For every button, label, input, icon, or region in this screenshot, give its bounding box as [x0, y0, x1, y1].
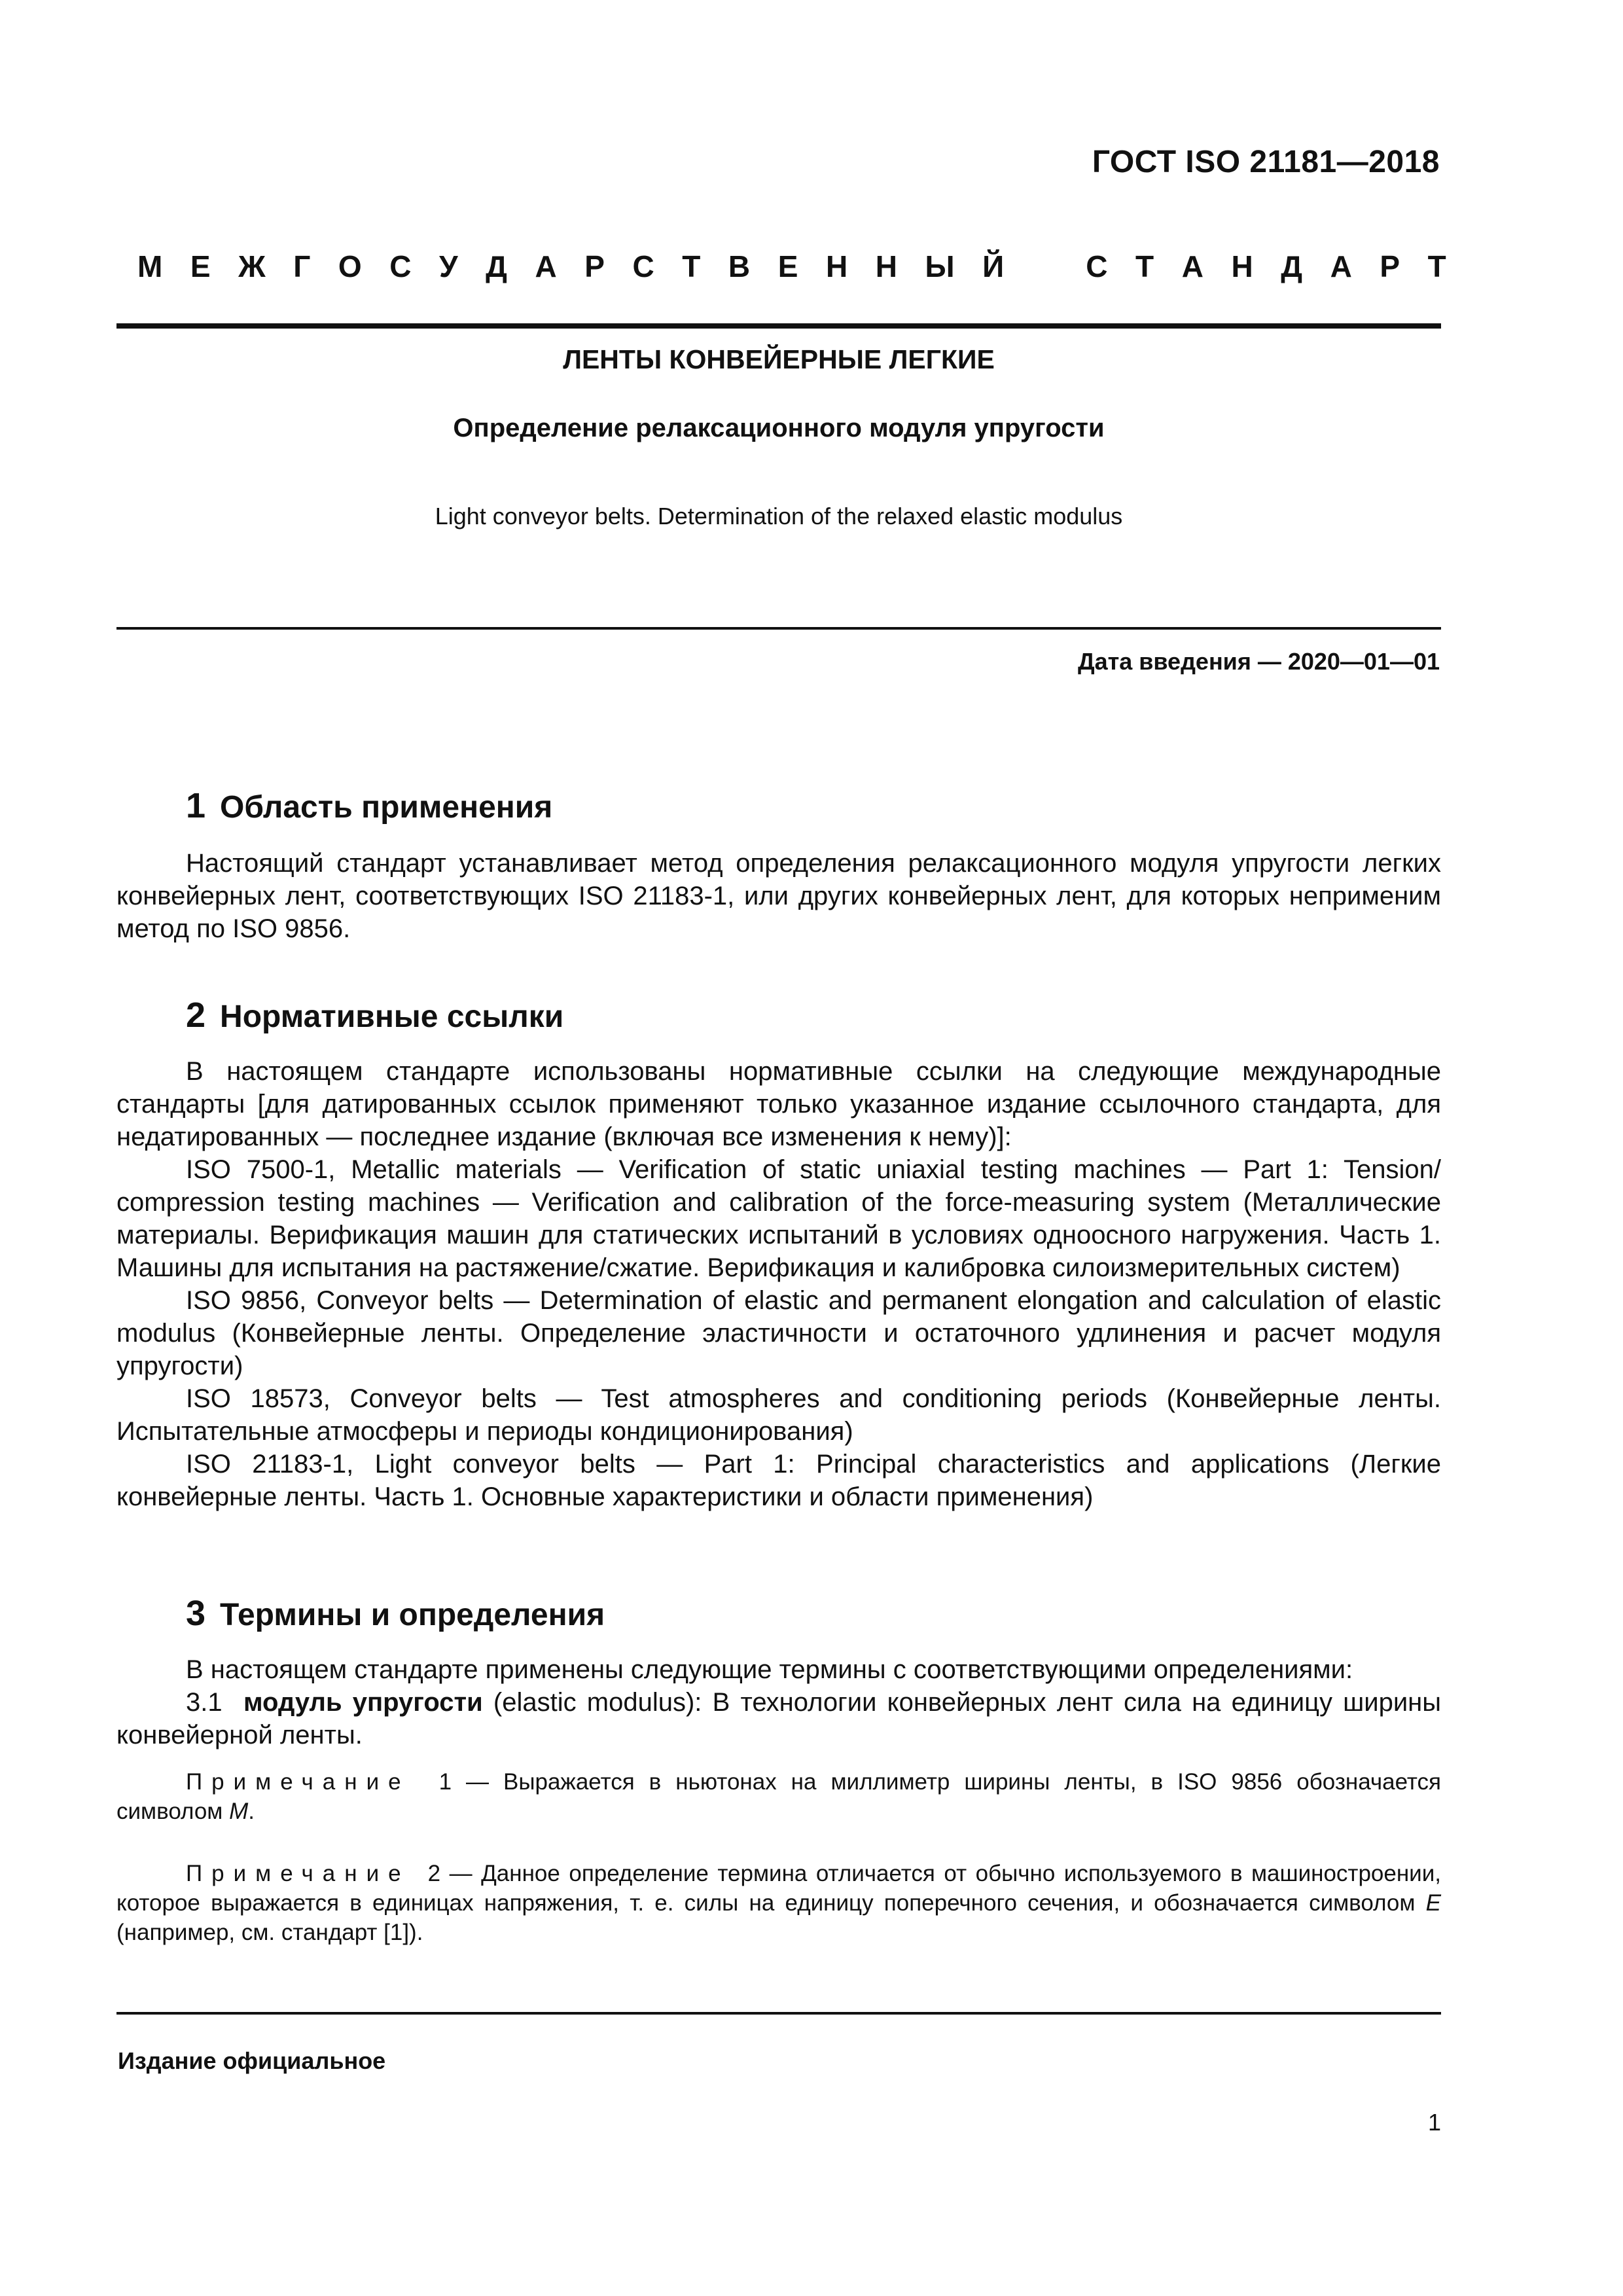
section-number: 2 [186, 996, 206, 1035]
note-symbol: E [1425, 1890, 1441, 1916]
reference-iso-18573: ISO 18573, Conveyor belts — Test atmospheres and conditioning periods (Конвейерные ленты. Испытательные атмосферы и периоды кондиционирования) [116, 1384, 1441, 1446]
paragraph: В настоящем стандарте использованы нормативные ссылки на следующие международные стандарты [для датированных ссылок применяют только указанное издание ссылочного стандарта, для недатированных — последнее издание (включая все изменения к нему)]: [116, 1057, 1441, 1151]
banner-letter: С [389, 249, 412, 283]
banner-letter: Ы [925, 249, 955, 283]
banner-letter: С [632, 249, 654, 283]
banner-letter: Р [1380, 249, 1400, 283]
reference-iso-7500-1: ISO 7500-1, Metallic materials — Verification of static uniaxial testing machines — Part 1: Tension/ compression testing machines — Verification and calibration of the force-measuring system (Металлические материалы. Верификация машин для статических испытаний в условиях одноосного нагружения. Часть 1. Машины для испытания на растяжение/сжатие. Верификация и калибровка силоизмерительных систем) [116, 1155, 1441, 1282]
banner-letter: У [438, 249, 458, 283]
banner-letter: Н [1231, 249, 1253, 283]
paragraph: В настоящем стандарте применены следующие термины с соответствующими определениями: [186, 1655, 1353, 1684]
term-number: 3.1 [186, 1688, 223, 1717]
note-symbol: M [229, 1799, 249, 1824]
note-label: Примечание [186, 1769, 410, 1795]
banner-letter: Т [682, 249, 701, 283]
section-1-heading [186, 785, 552, 826]
note-2 [116, 1859, 1441, 1947]
header-rule-bottom [116, 627, 1441, 630]
banner-letter: Р [584, 249, 605, 283]
note-tail: (например, см. стандарт [1]). [116, 1920, 423, 1945]
banner-letter: Н [825, 249, 848, 283]
note-1: Примечание 1 — Выражается в ньютонах на миллиметр ширины ленты, в ISO 9856 обозначается символом M. [116, 1769, 1441, 1824]
section-3-heading [186, 1593, 605, 1634]
footer-rule [116, 2012, 1441, 2015]
banner-letter: Г [293, 249, 311, 283]
reference-iso-9856: ISO 9856, Conveyor belts — Determination of elastic and permanent elongation and calculation of elastic modulus (Конвейерные ленты. Определение эластичности и остаточного удлинения и расчет модуля упругости) [116, 1286, 1441, 1380]
interstate-standard-banner [137, 249, 1446, 284]
document-code: ГОСТ ISO 21181—2018 [1092, 145, 1440, 179]
banner-word-gap [1032, 249, 1058, 284]
section-number: 1 [186, 786, 206, 825]
banner-letter: М [137, 249, 163, 283]
page-number: 1 [1427, 2109, 1441, 2136]
note-number: 2 [427, 1861, 441, 1886]
banner-letter: О [338, 249, 362, 283]
introduction-date: Дата введения — 2020—01—01 [1077, 648, 1440, 675]
banner-letter: Ж [238, 249, 266, 283]
header-rule-top [116, 323, 1441, 329]
banner-letter: С [1086, 249, 1108, 283]
banner-letter: Н [875, 249, 897, 283]
document-subtitle: Определение релаксационного модуля упругости [453, 414, 1105, 442]
term-definition [116, 1686, 1441, 1751]
section-title: Термины и определения [220, 1598, 605, 1632]
section-title: Область применения [220, 790, 553, 825]
banner-letter: Д [1281, 249, 1303, 283]
section-title: Нормативные ссылки [220, 999, 564, 1034]
note-text: — Данное определение термина отличается от обычно используемого в машиностроении, которое выражается в единицах напряжения, т. е. силы на единицу поперечного сечения, и обозначается символом [116, 1861, 1442, 1916]
term: модуль упругости [243, 1688, 483, 1717]
section-1-body [116, 847, 1441, 945]
section-number: 3 [186, 1594, 206, 1633]
banner-letter: Т [1427, 249, 1446, 283]
note-text: — Выражается в ньютонах на миллиметр ширины ленты, в ISO 9856 обозначается символом [116, 1769, 1441, 1824]
note-label: Примечание [186, 1861, 410, 1886]
reference-iso-21183-1: ISO 21183-1, Light conveyor belts — Part 1: Principal characteristics and applications (Легкие конвейерные ленты. Часть 1. Основные характеристики и области применения) [116, 1450, 1441, 1511]
official-edition-label: Издание официальное [118, 2047, 386, 2074]
section-3-body [116, 1653, 1441, 1751]
banner-letter: Е [190, 249, 211, 283]
banner-letter: А [535, 249, 557, 283]
banner-letter: В [728, 249, 751, 283]
banner-letter: Т [1135, 249, 1154, 283]
banner-letter: Е [777, 249, 798, 283]
paragraph: Настоящий стандарт устанавливает метод определения релаксационного модуля упругости легких конвейерных лент, соответствующих ISO 21183-1, или других конвейерных лент, для которых неприменим метод по ISO 9856. [116, 849, 1441, 943]
document-title-english: Light conveyor belts. Determination of the relaxed elastic modulus [435, 503, 1123, 529]
banner-letter: Й [982, 249, 1005, 283]
note-number: 1 [438, 1769, 452, 1795]
banner-letter: А [1330, 249, 1352, 283]
document-title: ЛЕНТЫ КОНВЕЙЕРНЫЕ ЛЕГКИЕ [563, 344, 995, 374]
section-2-body [116, 1055, 1441, 1513]
banner-letter: А [1181, 249, 1204, 283]
banner-letter: Д [486, 249, 507, 283]
term-definition-text: (elastic modulus): В технологии конвейерных лент сила на единицу ширины конвейерной ленты. [116, 1688, 1442, 1749]
section-2-heading [186, 995, 563, 1035]
